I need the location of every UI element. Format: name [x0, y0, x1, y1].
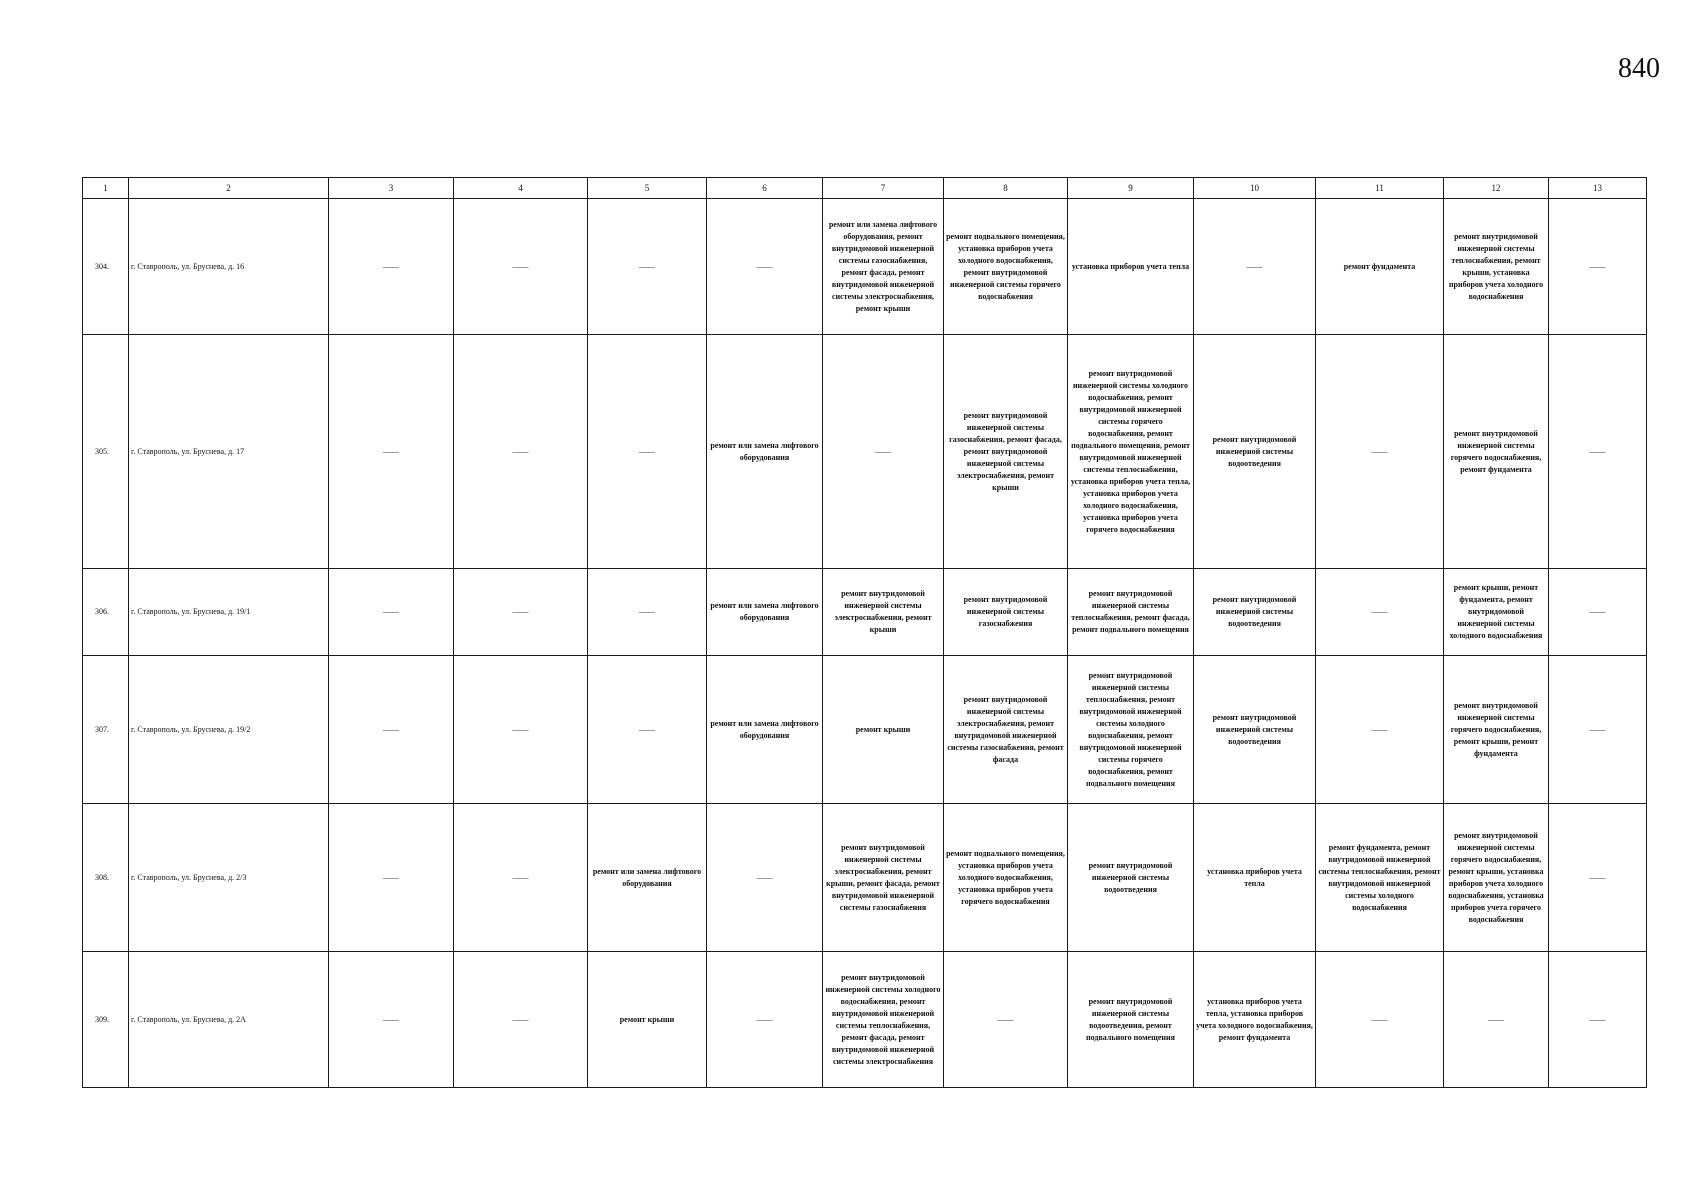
table-cell: —— [944, 952, 1068, 1088]
table-cell: —— [454, 952, 588, 1088]
table-cell: ремонт внутридомовой инженерной системы теплоснабжения, ремонт фасада, ремонт подвального помещения [1068, 569, 1194, 656]
table-cell: ремонт внутридомовой инженерной системы электроснабжения, ремонт внутридомовой инженерной системы газоснабжения, ремонт фасада [944, 656, 1068, 804]
table-cell: —— [1316, 656, 1444, 804]
table-cell: ремонт фундамента [1316, 199, 1444, 335]
column-header: 5 [588, 178, 707, 199]
table-cell: установка приборов учета тепла [1194, 804, 1316, 952]
column-header: 10 [1194, 178, 1316, 199]
table-row [83, 569, 1647, 656]
column-header: 6 [707, 178, 823, 199]
table-row [83, 804, 1647, 952]
address-cell: г. Ставрополь, ул. Бруснева, д. 19/2 [129, 656, 329, 804]
table-cell: —— [1549, 656, 1647, 804]
column-header: 1 [83, 178, 129, 199]
table-cell: —— [454, 199, 588, 335]
table-row [83, 335, 1647, 569]
address-cell: г. Ставрополь, ул. Бруснева, д. 17 [129, 335, 329, 569]
table-cell: —— [329, 199, 454, 335]
column-header: 4 [454, 178, 588, 199]
table-cell: —— [1549, 804, 1647, 952]
table-cell: ремонт внутридомовой инженерной системы холодного водоснабжения, ремонт внутридомовой инженерной системы горячего водоснабжения, ремонт подвального помещения, ремонт внутридомовой инженерной системы теплоснабжения, установка приборов учета тепла, установка приборов учета холодного водоснабжения, установка приборов учета горячего водоснабжения [1068, 335, 1194, 569]
table-cell: —— [707, 952, 823, 1088]
table-row [83, 952, 1647, 1088]
column-header: 7 [823, 178, 944, 199]
table-cell: ремонт внутридомовой инженерной системы водоотведения [1194, 656, 1316, 804]
address-cell: г. Ставрополь, ул. Бруснева, д. 2/3 [129, 804, 329, 952]
table-cell: —— [1316, 569, 1444, 656]
table-cell: —— [1194, 199, 1316, 335]
table-cell: —— [1549, 569, 1647, 656]
table-cell: ремонт внутридомовой инженерной системы горячего водоснабжения, ремонт крыши, ремонт фундамента [1444, 656, 1549, 804]
column-header: 12 [1444, 178, 1549, 199]
table-cell: ремонт внутридомовой инженерной системы холодного водоснабжения, ремонт внутридомовой инженерной системы теплоснабжения, ремонт фасада, ремонт внутридомовой инженерной системы электроснабжения [823, 952, 944, 1088]
table-cell: —— [454, 804, 588, 952]
table-cell: ремонт фундамента, ремонт внутридомовой инженерной системы теплоснабжения, ремонт внутридомовой инженерной системы холодного водоснабжения [1316, 804, 1444, 952]
column-header: 8 [944, 178, 1068, 199]
table-cell: —— [588, 199, 707, 335]
table-cell: ремонт или замена лифтового оборудования [588, 804, 707, 952]
table-cell: ремонт крыши [823, 656, 944, 804]
table-cell: ремонт внутридомовой инженерной системы газоснабжения, ремонт фасада, ремонт внутридомовой инженерной системы электроснабжения, ремонт крыши [944, 335, 1068, 569]
address-cell: г. Ставрополь, ул. Бруснева, д. 2А [129, 952, 329, 1088]
table-cell: —— [588, 335, 707, 569]
table-cell: ремонт внутридомовой инженерной системы теплоснабжения, ремонт крыши, установка приборов учета холодного водоснабжения [1444, 199, 1549, 335]
row-number: 309. [83, 952, 129, 1088]
table-cell: ремонт внутридомовой инженерной системы водоотведения [1194, 335, 1316, 569]
table-cell: ремонт внутридомовой инженерной системы водоотведения, ремонт подвального помещения [1068, 952, 1194, 1088]
table-cell: ремонт подвального помещения, установка приборов учета холодного водоснабжения, ремонт внутридомовой инженерной системы горячего водоснабжения [944, 199, 1068, 335]
row-number: 306. [83, 569, 129, 656]
address-cell: г. Ставрополь, ул. Бруснева, д. 16 [129, 199, 329, 335]
table-cell: —— [707, 199, 823, 335]
table-cell: —— [329, 335, 454, 569]
table-cell: —— [1444, 952, 1549, 1088]
table-cell: ремонт или замена лифтового оборудования, ремонт внутридомовой инженерной системы газоснабжения, ремонт фасада, ремонт внутридомовой инженерной системы электроснабжения, ремонт крыши [823, 199, 944, 335]
table-cell: —— [329, 952, 454, 1088]
table-cell: —— [329, 656, 454, 804]
table-cell: —— [454, 569, 588, 656]
table-cell: —— [707, 804, 823, 952]
address-cell: г. Ставрополь, ул. Бруснева, д. 19/1 [129, 569, 329, 656]
table-cell: ремонт внутридомовой инженерной системы водоотведения [1068, 804, 1194, 952]
table-row [83, 656, 1647, 804]
table-cell: —— [588, 569, 707, 656]
column-header: 13 [1549, 178, 1647, 199]
table-cell: —— [329, 804, 454, 952]
table-cell: —— [1549, 335, 1647, 569]
table-cell: ремонт внутридомовой инженерной системы электроснабжения, ремонт крыши [823, 569, 944, 656]
table-cell: ремонт внутридомовой инженерной системы водоотведения [1194, 569, 1316, 656]
row-number: 307. [83, 656, 129, 804]
table-cell: ремонт крыши, ремонт фундамента, ремонт внутридомовой инженерной системы холодного водоснабжения [1444, 569, 1549, 656]
row-number: 305. [83, 335, 129, 569]
table-cell: ремонт или замена лифтового оборудования [707, 656, 823, 804]
table-cell: —— [1316, 952, 1444, 1088]
table-cell: —— [1549, 199, 1647, 335]
table-cell: —— [823, 335, 944, 569]
repair-plan-table [82, 177, 1647, 1088]
column-header: 3 [329, 178, 454, 199]
table-cell: установка приборов учета тепла, установка приборов учета холодного водоснабжения, ремонт фундамента [1194, 952, 1316, 1088]
table-row [83, 199, 1647, 335]
table-cell: —— [454, 656, 588, 804]
table-cell: ремонт внутридомовой инженерной системы газоснабжения [944, 569, 1068, 656]
table-cell: ремонт или замена лифтового оборудования [707, 335, 823, 569]
table-cell: ремонт крыши [588, 952, 707, 1088]
column-header: 9 [1068, 178, 1194, 199]
table-cell: ремонт или замена лифтового оборудования [707, 569, 823, 656]
column-header: 11 [1316, 178, 1444, 199]
table-cell: ремонт внутридомовой инженерной системы теплоснабжения, ремонт внутридомовой инженерной системы холодного водоснабжения, ремонт внутридомовой инженерной системы горячего водоснабжения, ремонт подвального помещения [1068, 656, 1194, 804]
table-cell: ремонт внутридомовой инженерной системы горячего водоснабжения, ремонт фундамента [1444, 335, 1549, 569]
table-cell: установка приборов учета тепла [1068, 199, 1194, 335]
row-number: 304. [83, 199, 129, 335]
table-cell: —— [588, 656, 707, 804]
table-cell: —— [329, 569, 454, 656]
table-cell: ремонт внутридомовой инженерной системы электроснабжения, ремонт крыши, ремонт фасада, ремонт внутридомовой инженерной системы газоснабжения [823, 804, 944, 952]
table-cell: ремонт внутридомовой инженерной системы горячего водоснабжения, ремонт крыши, установка приборов учета холодного водоснабжения, установка приборов учета горячего водоснабжения [1444, 804, 1549, 952]
row-number: 308. [83, 804, 129, 952]
page-number: 840 [1618, 53, 1660, 84]
table-cell: ремонт подвального помещения, установка приборов учета холодного водоснабжения, установка приборов учета горячего водоснабжения [944, 804, 1068, 952]
table-cell: —— [1316, 335, 1444, 569]
table-cell: —— [1549, 952, 1647, 1088]
column-number-row [83, 178, 1647, 199]
column-header: 2 [129, 178, 329, 199]
table-cell: —— [454, 335, 588, 569]
